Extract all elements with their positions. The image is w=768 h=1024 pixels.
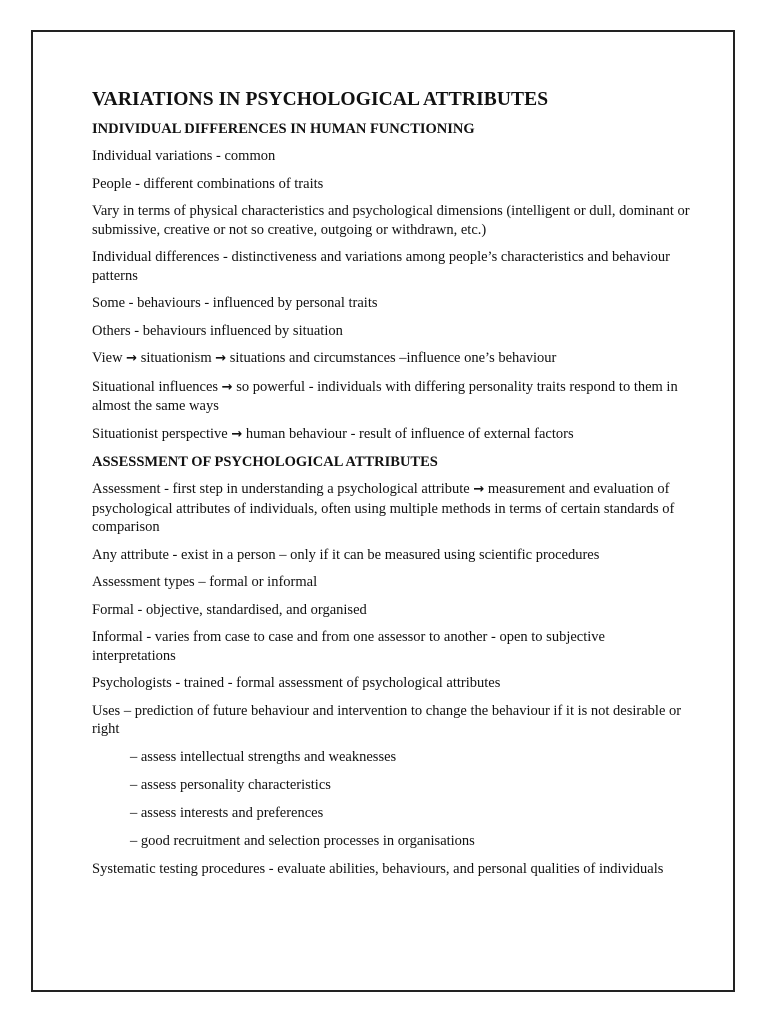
paragraph: Situational influences → so powerful - individuals with differing personality traits respond to them in almost the same ways: [92, 378, 678, 414]
paragraph: Others - behaviours influenced by situation: [92, 322, 343, 339]
paragraph: Informal - varies from case to case and from one assessor to another - open to subjective interpretations: [92, 629, 605, 664]
section-heading: INDIVIDUAL DIFFERENCES IN HUMAN FUNCTIONING: [92, 121, 475, 137]
arrow-icon: →: [231, 426, 243, 442]
paragraph: People - different combinations of traits: [92, 175, 324, 192]
paragraph: Psychologists - trained - formal assessment of psychological attributes: [92, 675, 501, 691]
paragraph: Some - behaviours - influenced by personal traits: [92, 295, 378, 311]
document-title: VARIATIONS IN PSYCHOLOGICAL ATTRIBUTES: [92, 89, 549, 110]
arrow-icon: →: [215, 351, 227, 366]
arrow-icon: →: [126, 351, 138, 366]
document-sections: [92, 120, 692, 878]
paragraph: Individual differences - distinctiveness and variations among people’s characteristics and behaviour patterns: [92, 249, 670, 284]
bullet-item: – assess personality characteristics: [130, 776, 331, 793]
paragraph: Any attribute - exist in a person – only if it can be measured using scientific procedures: [92, 546, 600, 563]
paragraph: View → situationism → situations and circumstances –influence one’s behaviour: [92, 350, 557, 366]
paragraph: Formal - objective, standardised, and organised: [92, 601, 367, 618]
paragraph: Assessment types – formal or informal: [92, 574, 318, 590]
paragraph: Individual variations - common: [92, 148, 276, 164]
arrow-icon: →: [221, 379, 233, 395]
paragraph: Uses – prediction of future behaviour and intervention to change the behaviour if it is not desirable or right: [92, 702, 682, 737]
paragraph: Situationist perspective → human behaviour - result of influence of external factors: [92, 425, 574, 442]
paragraph: Systematic testing procedures - evaluate abilities, behaviours, and personal qualities of individuals: [92, 860, 664, 877]
paragraph: Assessment - first step in understanding a psychological attribute → measurement and evaluation of psychological attributes of individuals, often using multiple methods in terms of certain standards of comparison: [92, 481, 675, 535]
paragraph: Vary in terms of physical characteristics and psychological dimensions (intelligent or dull, dominant or submissive, creative or not so creative, outgoing or withdrawn, etc.): [92, 203, 690, 238]
section-heading: ASSESSMENT OF PSYCHOLOGICAL ATTRIBUTES: [92, 454, 438, 470]
bullet-item: – assess interests and preferences: [130, 804, 324, 821]
arrow-icon: →: [473, 482, 485, 497]
bullet-item: – assess intellectual strengths and weaknesses: [130, 748, 397, 765]
document-content: [92, 88, 692, 887]
bullet-item: – good recruitment and selection processes in organisations: [130, 832, 475, 849]
